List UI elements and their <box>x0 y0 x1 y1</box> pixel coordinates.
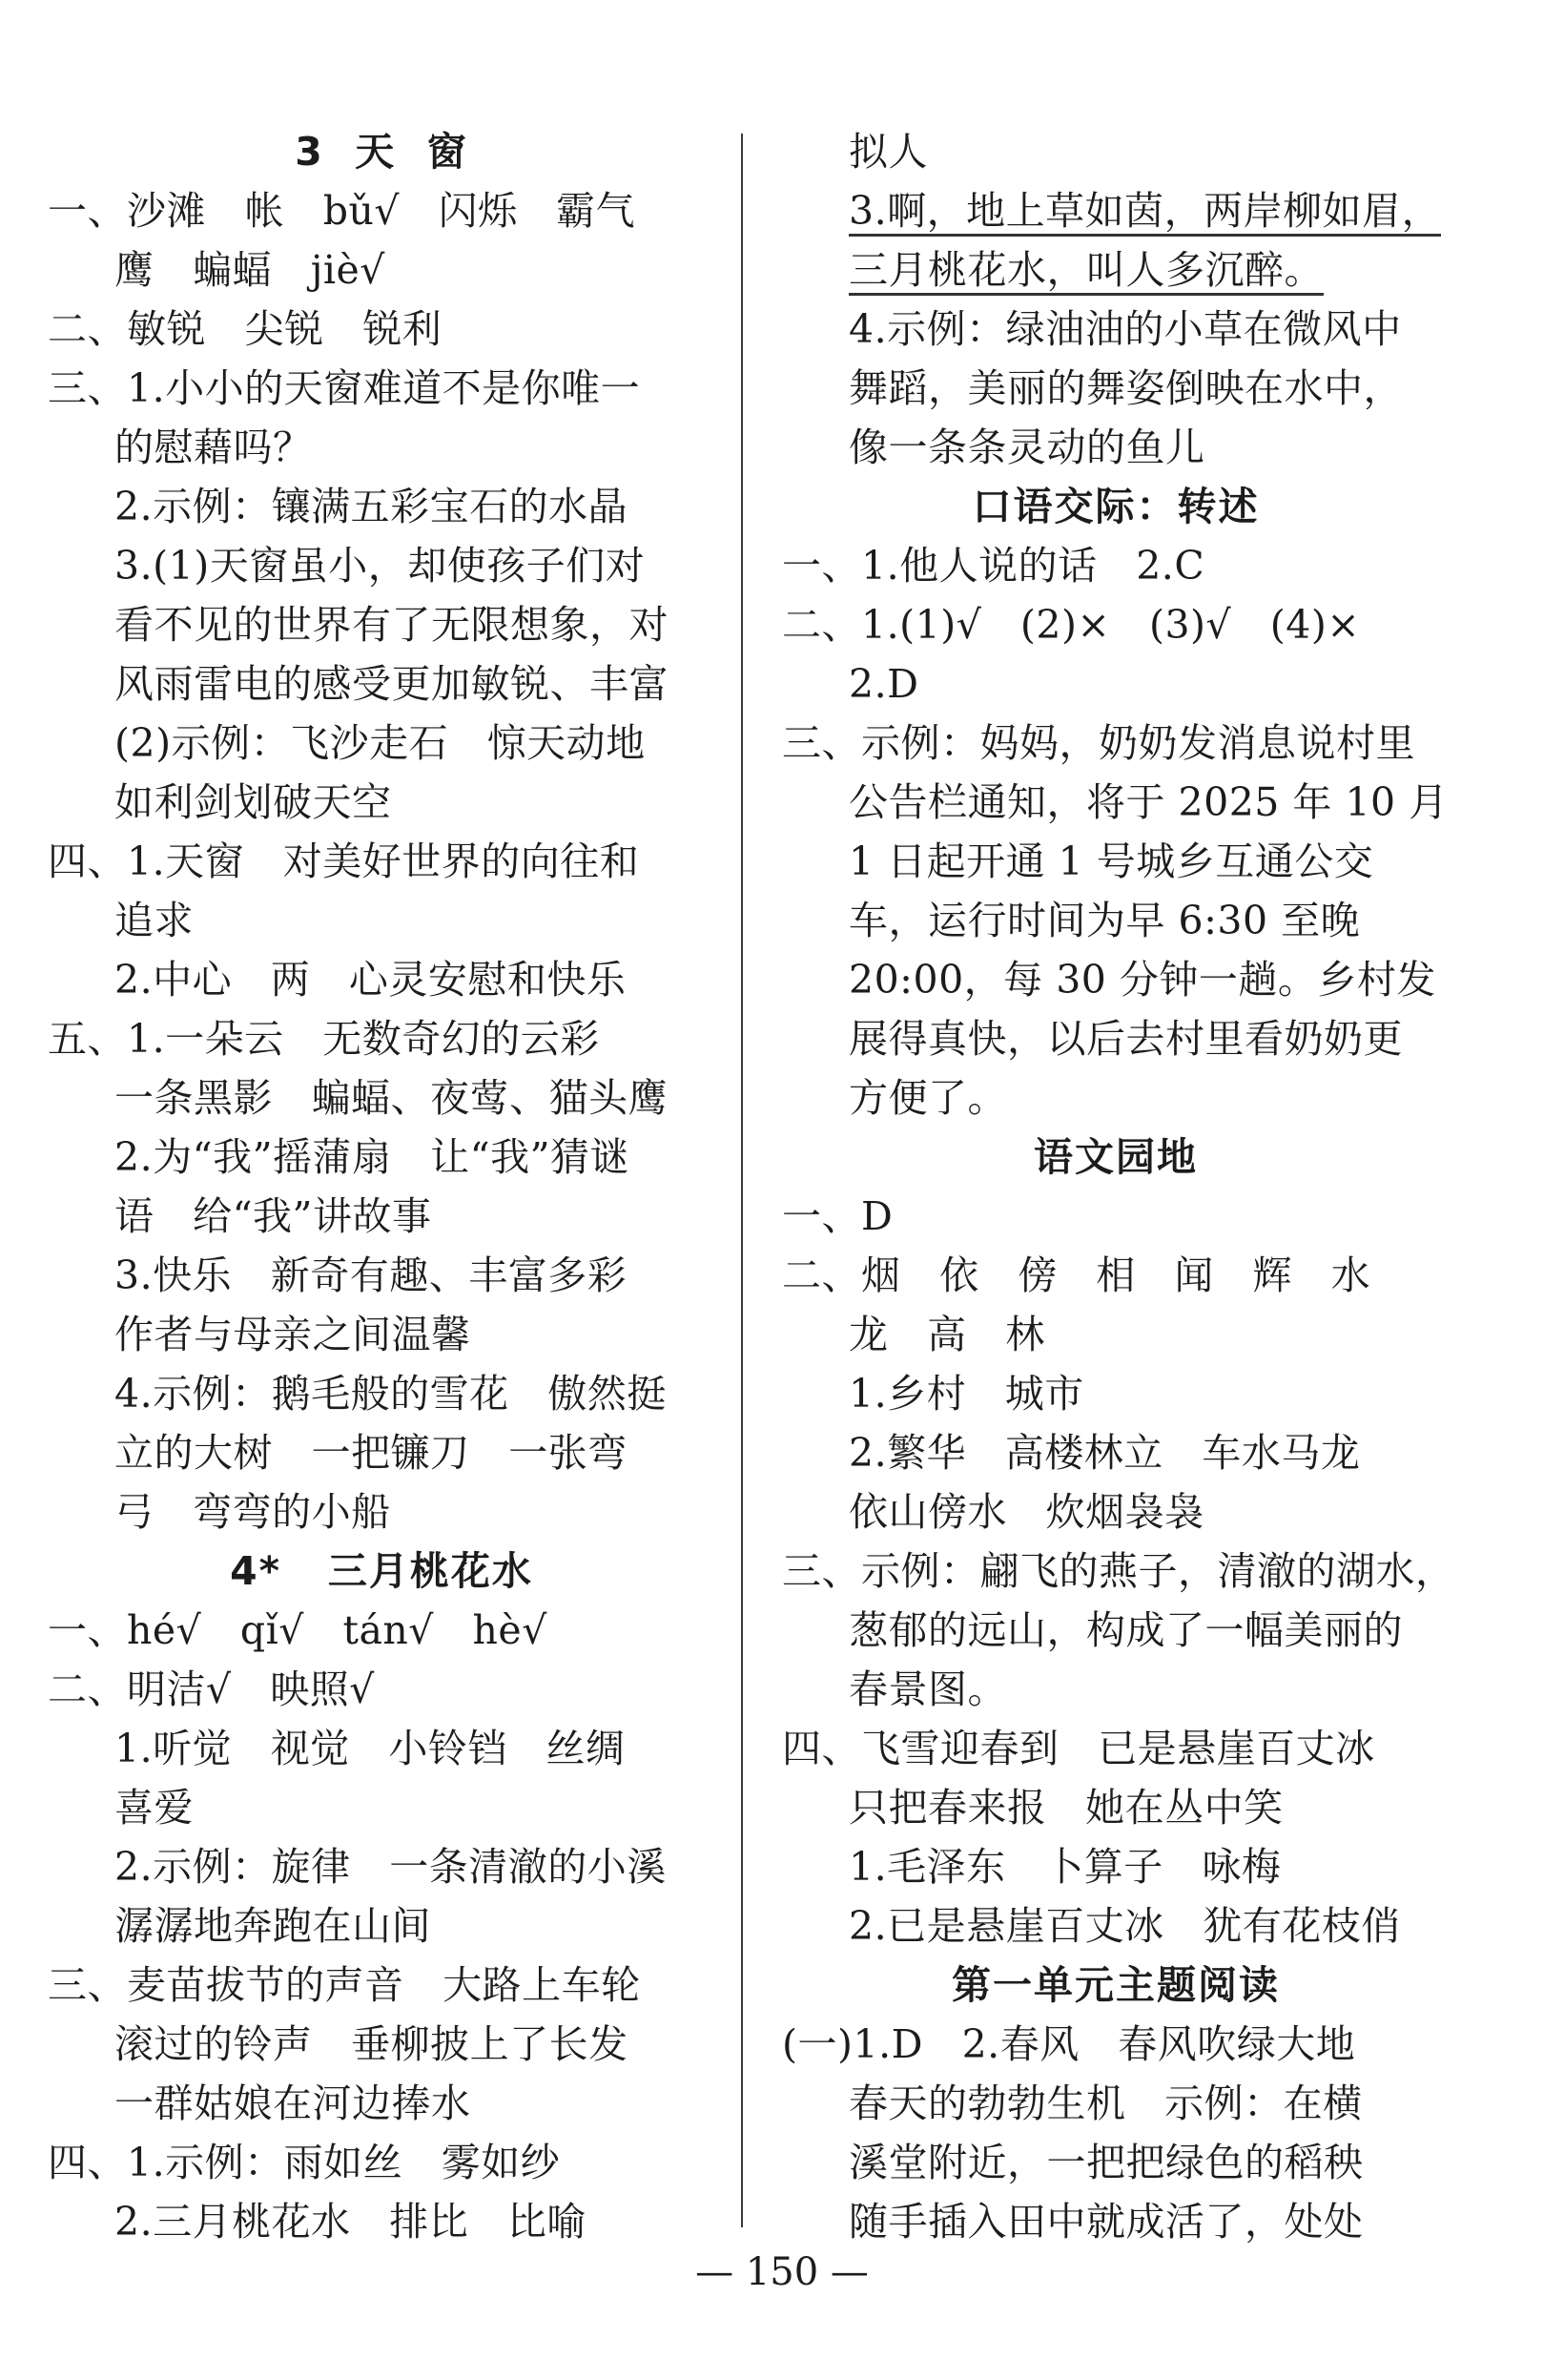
section-heading: 4* 三月桃花水 <box>230 1548 533 1594</box>
answer-line: 鹰 蝙蝠 jiè√ <box>114 247 385 293</box>
answer-line: 20:00，每 30 分钟一趟。乡村发 <box>849 957 1436 1003</box>
answer-line: 一、沙滩 帐 bǔ√ 闪烁 霸气 <box>48 188 636 234</box>
answer-line: 3.(1)天窗虽小，却使孩子们对 <box>114 543 646 589</box>
answer-line: 1 日起开通 1 号城乡互通公交 <box>849 838 1374 884</box>
answer-line: 三、示例：妈妈，奶奶发消息说村里 <box>782 720 1415 766</box>
answer-line: 像一条条灵动的鱼儿 <box>849 424 1205 470</box>
answer-line: 溪堂附近，一把把绿色的稻秧 <box>849 2140 1364 2185</box>
answer-line: 语 给“我”讲故事 <box>114 1193 432 1239</box>
answer-line: 2.示例：镶满五彩宝石的水晶 <box>114 484 628 529</box>
answer-line: 二、1.(1)√ (2)× (3)√ (4)× <box>782 602 1361 648</box>
answer-line: 公告栏通知，将于 2025 年 10 月 <box>849 779 1449 825</box>
answer-line: 作者与母亲之间温馨 <box>114 1312 471 1357</box>
answer-line: (一)1.D 2.春风 春风吹绿大地 <box>782 2021 1356 2067</box>
answer-line: 二、烟 依 傍 相 闻 辉 水 <box>782 1252 1371 1298</box>
answer-line: 龙 高 林 <box>849 1312 1045 1357</box>
answer-line: 滚过的铃声 垂柳披上了长发 <box>114 2021 628 2067</box>
answer-line: 1.听觉 视觉 小铃铛 丝绸 <box>114 1726 626 1771</box>
answer-line: 随手插入田中就成活了，处处 <box>849 2199 1364 2245</box>
answer-line: 车，运行时间为早 6:30 至晚 <box>849 898 1361 943</box>
answer-line: 风雨雷电的感受更加敏锐、丰富 <box>114 661 669 707</box>
answer-line: 4.示例：绿油油的小草在微风中 <box>849 306 1402 352</box>
column-divider <box>741 134 743 2227</box>
right-column <box>782 122 1455 2251</box>
answer-line: 舞蹈，美丽的舞姿倒映在水中， <box>849 365 1403 411</box>
section-heading: 3 天 窗 <box>295 129 468 175</box>
answer-line: 春景图。 <box>849 1666 1007 1712</box>
answer-line: 2.繁华 高楼林立 车水马龙 <box>849 1430 1361 1476</box>
page-number: — 150 — <box>695 2250 869 2294</box>
answer-line: 二、敏锐 尖锐 锐利 <box>48 306 442 352</box>
answer-line: 一、hé√ qǐ√ tán√ hè√ <box>48 1607 547 1653</box>
answer-line: 葱郁的远山，构成了一幅美丽的 <box>849 1607 1403 1653</box>
answer-line: 2.示例：旋律 一条清澈的小溪 <box>114 1844 667 1890</box>
answer-line: 三、麦苗拔节的声音 大路上车轮 <box>48 1962 641 2008</box>
answer-line: 3.快乐 新奇有趣、丰富多彩 <box>114 1252 628 1298</box>
answer-line: 三、1.小小的天窗难道不是你唯一 <box>48 365 641 411</box>
answer-line: 方便了。 <box>849 1075 1007 1121</box>
answer-line <box>782 181 1450 240</box>
section-heading: 口语交际：转述 <box>972 484 1260 529</box>
answer-line: 看不见的世界有了无限想象，对 <box>114 602 669 648</box>
answer-line: 的慰藉吗？ <box>114 424 313 470</box>
answer-line: 2.D <box>849 661 919 707</box>
answer-line: 四、1.示例：雨如丝 雾如纱 <box>48 2140 561 2185</box>
answer-line: 喜爱 <box>114 1785 194 1831</box>
answer-line: 一、1.他人说的话 2.C <box>782 543 1205 589</box>
answer-line: 二、明洁√ 映照√ <box>48 1666 375 1712</box>
answer-line: 三、示例：翩飞的燕子，清澈的湖水， <box>782 1548 1455 1594</box>
answer-line: 四、1.天窗 对美好世界的向往和 <box>48 838 640 884</box>
answer-line: (2)示例：飞沙走石 惊天动地 <box>114 720 646 766</box>
answer-line: 一、D <box>782 1193 894 1239</box>
answer-line: 1.乡村 城市 <box>849 1371 1084 1417</box>
answer-line: 春天的勃勃生机 示例：在横 <box>849 2080 1363 2126</box>
answer-line: 五、1.一朵云 无数奇幻的云彩 <box>48 1016 600 1062</box>
answer-line: 拟人 <box>849 129 928 175</box>
answer-line: 依山傍水 炊烟袅袅 <box>849 1489 1204 1535</box>
answer-line: 追求 <box>114 898 194 943</box>
answer-line: 立的大树 一把镰刀 一张弯 <box>114 1430 628 1476</box>
section-heading: 语文园地 <box>1034 1134 1198 1180</box>
answer-line: 2.三月桃花水 排比 比喻 <box>114 2199 586 2245</box>
answer-line: 弓 弯弯的小船 <box>114 1489 391 1535</box>
answer-line: 一群姑娘在河边捧水 <box>114 2080 471 2126</box>
answer-line: 2.已是悬崖百丈冰 犹有花枝俏 <box>849 1903 1401 1949</box>
underlined-text: 三月桃花水，叫人多沉醉。 <box>849 247 1324 296</box>
underlined-text: 3.啊，地上草如茵，两岸柳如眉， <box>849 188 1441 237</box>
answer-line: 一条黑影 蝙蝠、夜莺、猫头鹰 <box>114 1075 669 1121</box>
answer-line <box>782 240 1450 300</box>
answer-line: 2.中心 两 心灵安慰和快乐 <box>114 957 627 1003</box>
left-column <box>48 122 715 2251</box>
answer-line: 1.毛泽东 卜算子 咏梅 <box>849 1844 1282 1890</box>
answer-line: 如利剑划破天空 <box>114 779 392 825</box>
answer-line: 只把春来报 她在丛中笑 <box>849 1785 1284 1831</box>
answer-line: 展得真快，以后去村里看奶奶更 <box>849 1016 1403 1062</box>
answer-line: 4.示例：鹅毛般的雪花 傲然挺 <box>114 1371 667 1417</box>
answer-line: 潺潺地奔跑在山间 <box>114 1903 431 1949</box>
answer-line: 四、飞雪迎春到 已是悬崖百丈冰 <box>782 1726 1375 1771</box>
answer-line: 2.为“我”摇蒲扇 让“我”猜谜 <box>114 1134 630 1180</box>
section-heading: 第一单元主题阅读 <box>952 1962 1280 2008</box>
